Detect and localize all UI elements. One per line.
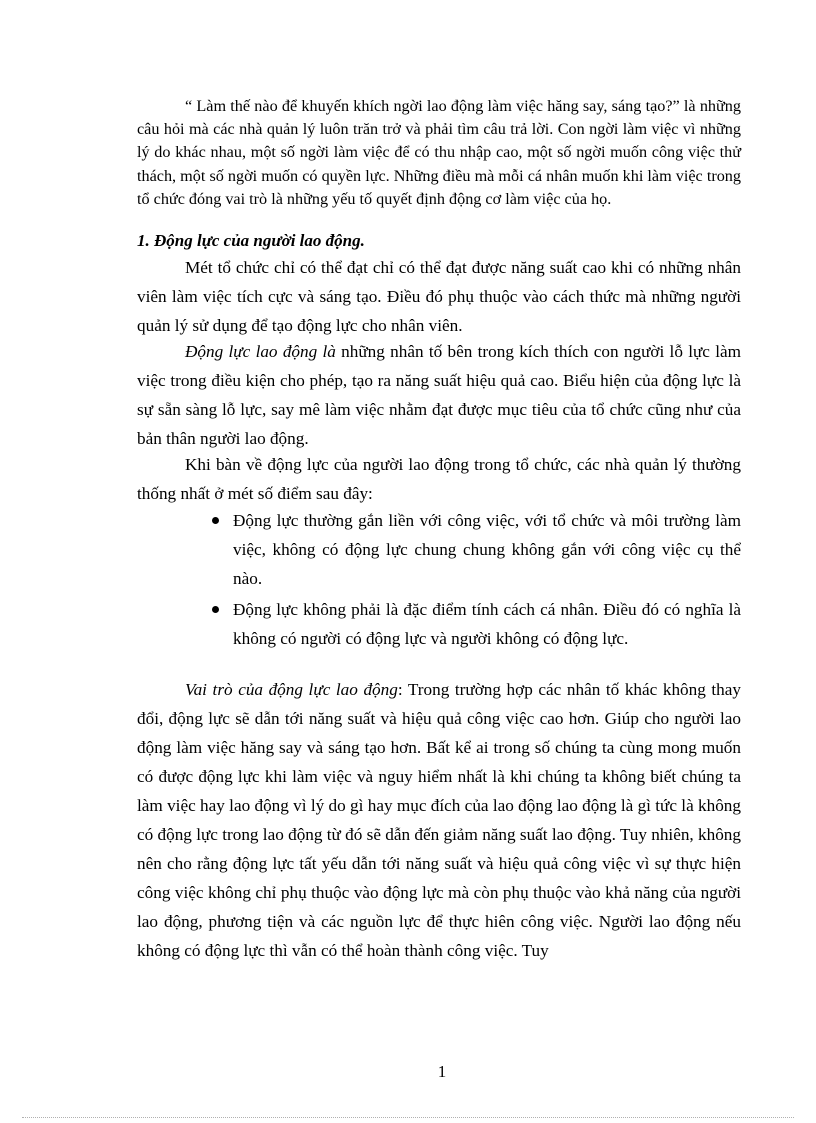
intro-paragraph: “ Làm thế nào để khuyến khích ngời lao động làm việc hăng say, sáng tạo?” là những câu hỏi mà các nhà quản lý luôn trăn trở và phải tìm câu trả lời. Con ngời làm việc vì những lý do khác nhau, một số ngời làm việc để có thu nhập cao, một số ngời muốn công việc thử thách, một số ngời muốn có quyền lực. Những điều mà mỗi cá nhân muốn khi làm việc trong tổ chức đóng vai trò là những yếu tố quyết định động cơ làm việc của họ.: [137, 97, 741, 208]
paragraph-managers-agreement: Khi bàn về động lực của người lao động trong tổ chức, các nhà quản lý thường thống nhất ở mét số điểm sau đây:: [137, 455, 741, 503]
motivation-role-text: : Trong trường hợp các nhân tố khác không thay đổi, động lực sẽ dẫn tới năng suất và hiệu quả công việc cao hơn. Giúp cho người lao động làm việc hăng say và sáng tạo hơn. Bất kể ai trong số chúng ta cùng mong muốn có được động lực khi làm việc và nguy hiểm nhất là khi chúng ta không biết chúng ta làm việc hay lao động vì lý do gì hay mục đích của lao động lao động là gì tức là không có động lực trong lao động từ đó sẽ dẫn đến giảm năng suất lao động. Tuy nhiên, không nên cho rằng động lực tất yếu dẫn tới năng suất và hiệu quả công việc vì sự thực hiện công việc không chỉ phụ thuộc vào động lực mà còn phụ thuộc vào khả năng của người lao động, phương tiện và các nguồn lực để thực hiên công việc. Người lao động nếu không có động lực thì vẫn có thể hoàn thành công việc. Tuy: [137, 680, 742, 960]
motivation-role-term: Vai trò của động lực lao động: [185, 680, 398, 699]
motivation-definition-term: Động lực lao động là: [185, 342, 336, 361]
list-item-text: Động lực không phải là đặc điểm tính cách cá nhân. Điều đó có nghĩa là không có người có động lực và người không có động lực.: [233, 600, 741, 648]
bullet-icon: [212, 517, 219, 524]
paragraph-motivation-role: [137, 675, 741, 965]
page-break-divider: [22, 1117, 794, 1118]
motivation-definition-text: những nhân tố bên trong kích thích con người lỗ lực làm việc trong điều kiện cho phép, tạo ra năng suất hiệu quả cao. Biểu hiện của động lực là sự sẵn sàng lỗ lực, say mê làm việc nhằm đạt được mục tiêu của tổ chức cũng như của bản thân người lao động.: [137, 342, 741, 448]
bullet-list: [137, 506, 741, 655]
page-number: 1: [437, 1062, 447, 1081]
paragraph-motivation-definition: [137, 337, 741, 453]
list-item-text: Động lực thường gắn liền với công việc, với tổ chức và môi trường làm việc, không có động lực chung chung không gắn với công việc cụ thể nào.: [233, 511, 741, 588]
list-item: [137, 506, 741, 593]
list-item: [137, 595, 741, 653]
paragraph-organization-productivity: Mét tổ chức chỉ có thể đạt chỉ có thể đạt được năng suất cao khi có những nhân viên làm việc tích cực và sáng tạo. Điều đó phụ thuộc vào cách thức mà những người quản lý sử dụng để tạo động lực cho nhân viên.: [137, 258, 741, 335]
section-heading: 1. Động lực của người lao động.: [137, 231, 365, 250]
bullet-icon: [212, 606, 219, 613]
